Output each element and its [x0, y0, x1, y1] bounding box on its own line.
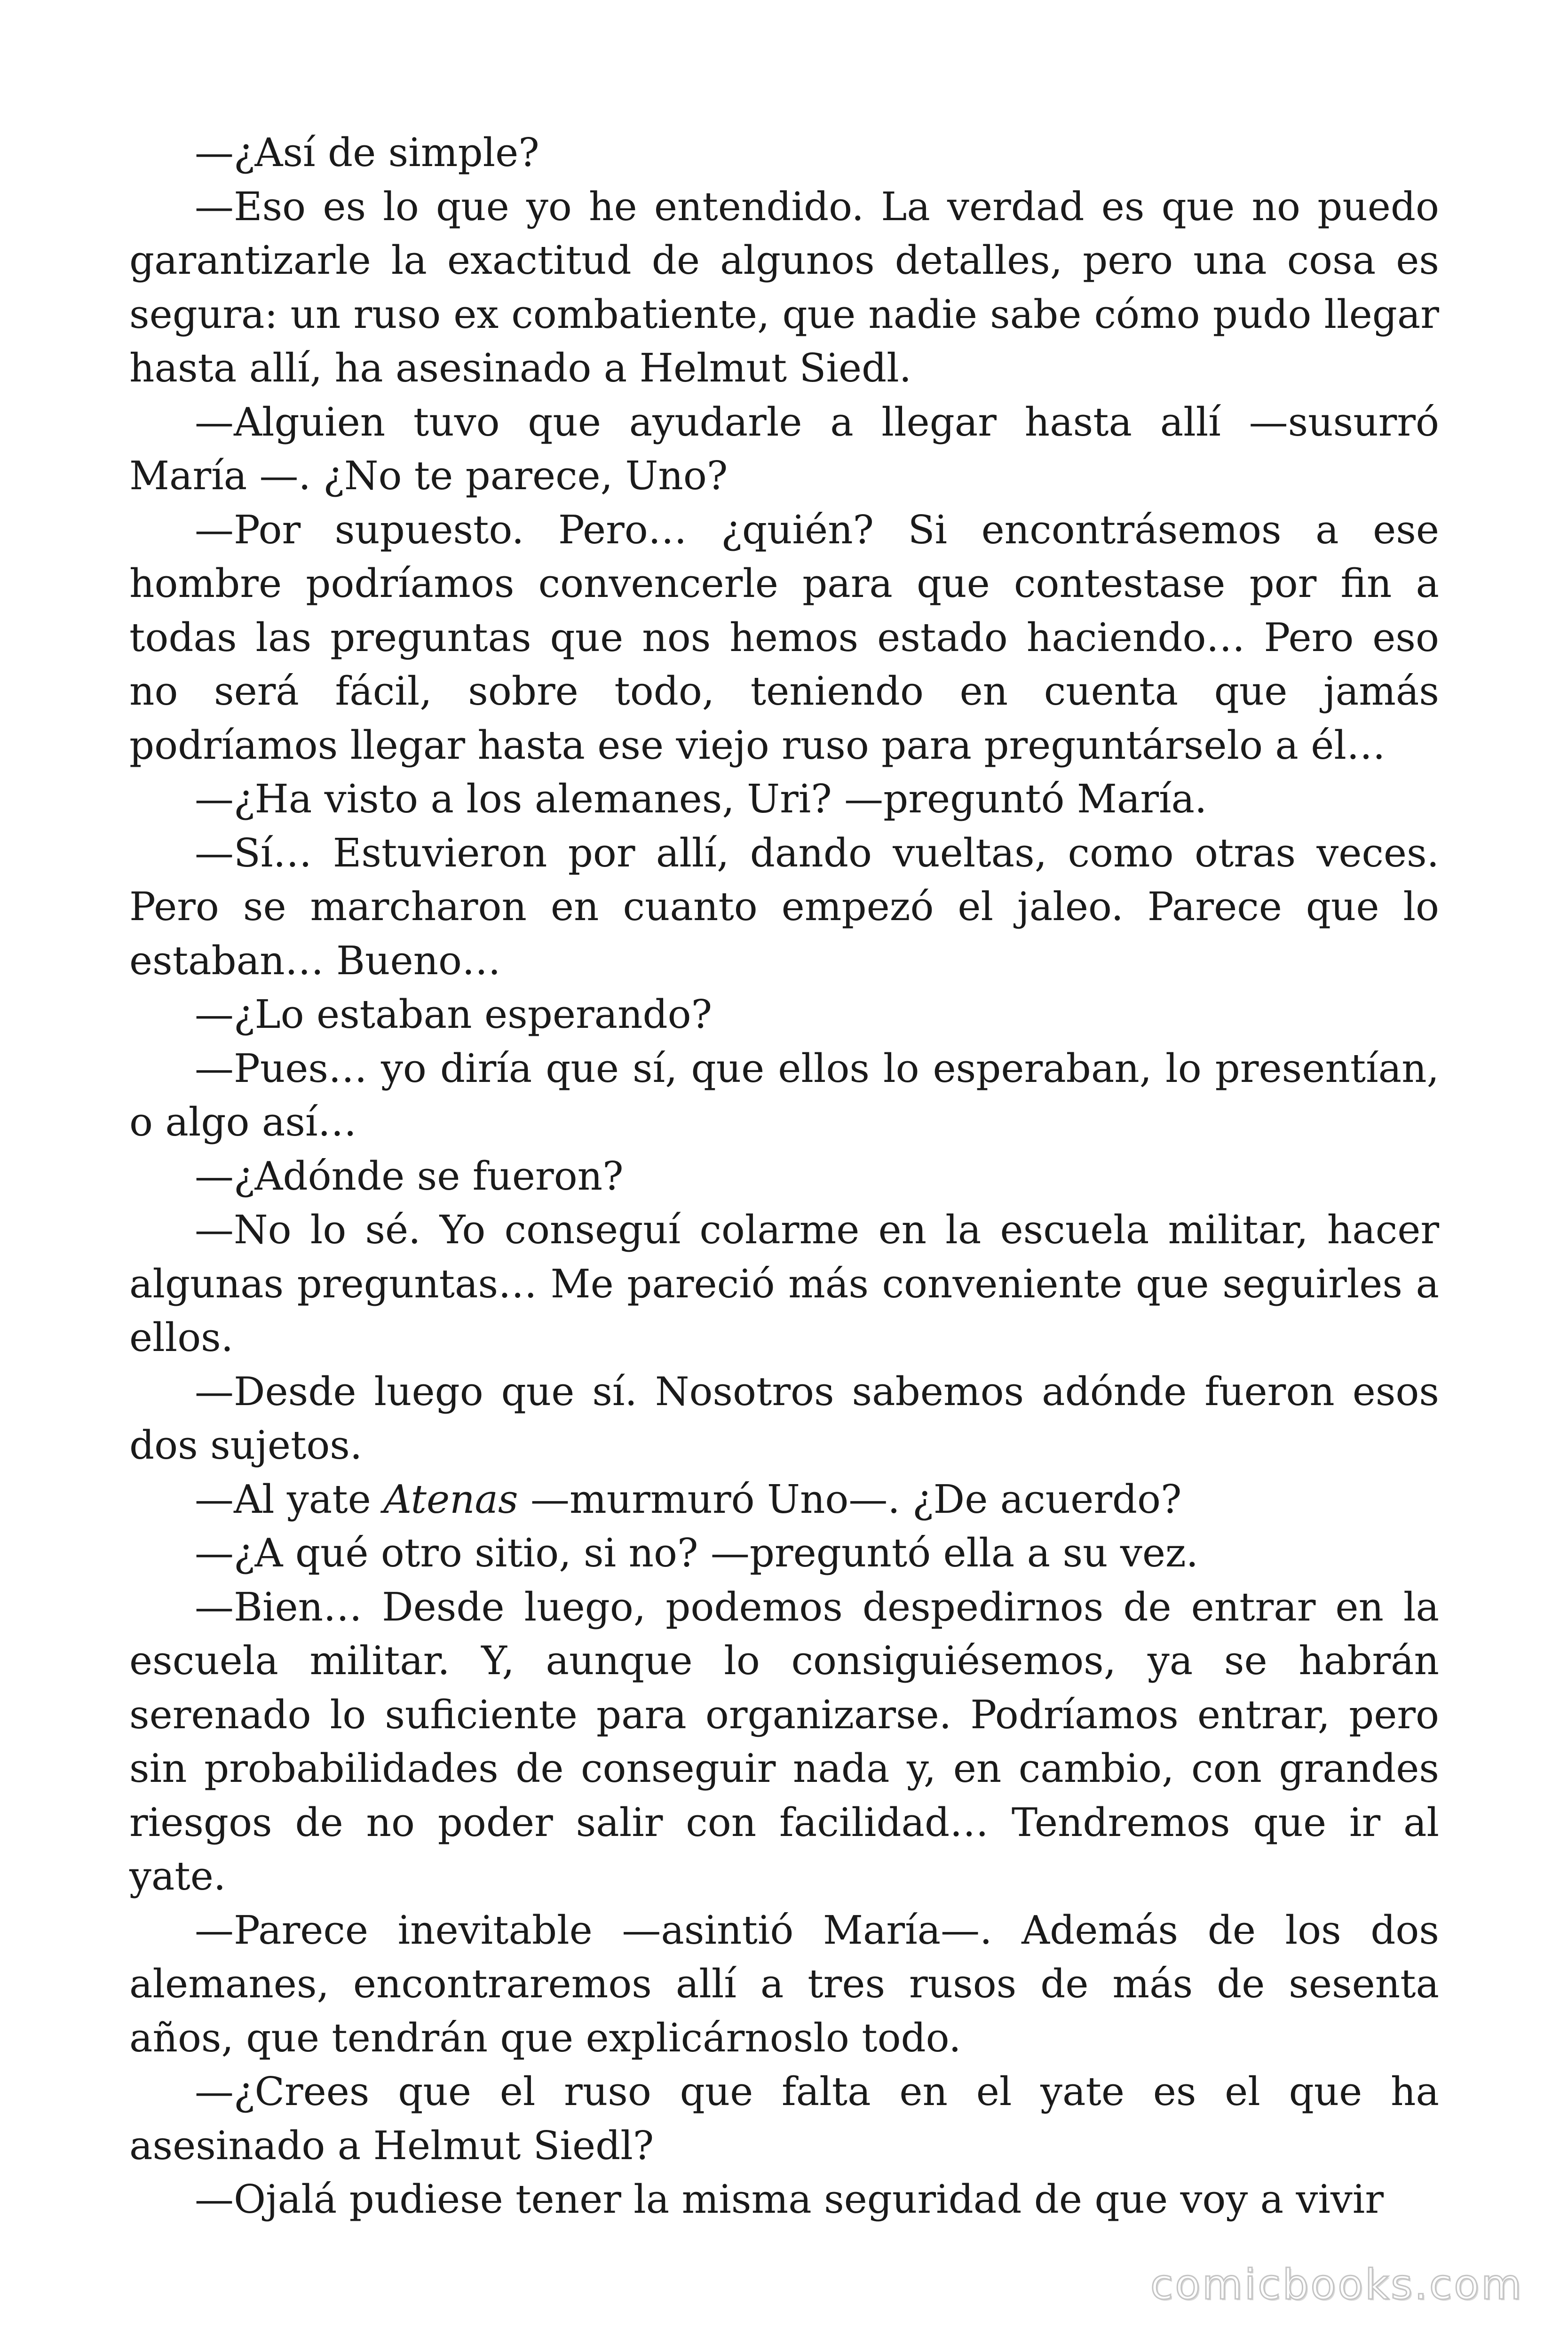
paragraph: —Desde luego que sí. Nosotros sabemos adónde fueron esos dos sujetos. — [129, 1368, 1439, 1468]
paragraph: —¿Adónde se fueron? — [195, 1153, 624, 1199]
paragraph: —Bien… Desde luego, podemos despedirnos de entrar en la escuela militar. Y, aunque lo consiguiésemos, ya se habrán serenado lo suficiente para organizarse. Podríamos entrar, pero sin probabilidades de conseguir nada y, en cambio, con grandes riesgos de no poder salir con facilidad… Tendremos que ir al yate. — [129, 1584, 1439, 1899]
body-text — [129, 126, 1439, 2227]
paragraph: —Pues… yo diría que sí, que ellos lo esperaban, lo presentían, o algo así… — [129, 1045, 1439, 1145]
paragraph — [129, 1473, 1439, 1527]
watermark-logo: comicbooks.com — [1150, 2260, 1523, 2309]
paragraph: —¿A qué otro sitio, si no? —preguntó ella a su vez. — [195, 1530, 1199, 1576]
ship-name: Atenas — [383, 1476, 518, 1522]
paragraph: —¿Así de simple? — [195, 130, 539, 175]
paragraph: —Ojalá pudiese tener la misma seguridad de que voy a vivir — [195, 2177, 1384, 2222]
paragraph: —¿Ha visto a los alemanes, Uri? —preguntó María. — [195, 776, 1207, 822]
paragraph: —¿Crees que el ruso que falta en el yate es el que ha asesinado a Helmut Siedl? — [129, 2069, 1439, 2169]
paragraph: —Eso es lo que yo he entendido. La verdad es que no puedo garantizarle la exactitud de algunos detalles, pero una cosa es segura: un ruso ex combatiente, que nadie sabe cómo pudo llegar hasta allí, ha asesinado a Helmut Siedl. — [129, 183, 1439, 391]
paragraph: —¿Lo estaban esperando? — [195, 992, 713, 1037]
paragraph: —Parece inevitable —asintió María—. Además de los dos alemanes, encontraremos allí a tres rusos de más de sesenta años, que tendrán que explicárnoslo todo. — [129, 1907, 1439, 2061]
paragraph-text: —murmuró Uno—. ¿De acuerdo? — [518, 1476, 1182, 1522]
paragraph-text: —Al yate — [195, 1476, 384, 1522]
paragraph: —Por supuesto. Pero… ¿quién? Si encontrásemos a ese hombre podríamos convencerle para que contestase por fin a todas las preguntas que nos hemos estado haciendo… Pero eso no será fácil, sobre todo, teniendo en cuenta que jamás podríamos llegar hasta ese viejo ruso para preguntárselo a él… — [129, 507, 1439, 768]
paragraph: —Alguien tuvo que ayudarle a llegar hasta allí —susurró María —. ¿No te parece, Uno? — [129, 399, 1439, 499]
paragraph: —Sí… Estuvieron por allí, dando vueltas, como otras veces. Pero se marcharon en cuanto empezó el jaleo. Parece que lo estaban… Bueno… — [129, 830, 1439, 984]
paragraph: —No lo sé. Yo conseguí colarme en la escuela militar, hacer algunas preguntas… Me pareció más conveniente que seguirles a ellos. — [129, 1207, 1439, 1360]
